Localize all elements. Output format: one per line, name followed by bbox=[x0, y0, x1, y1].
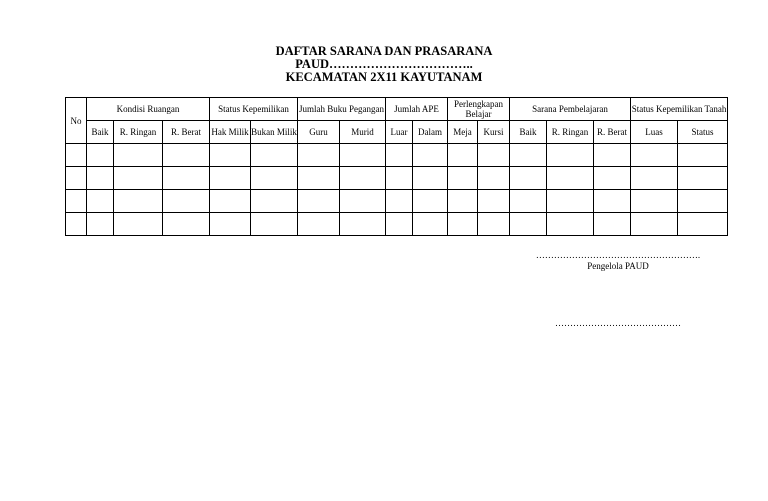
document-title bbox=[0, 45, 768, 84]
table-cell bbox=[66, 213, 87, 236]
table-cell bbox=[678, 167, 728, 190]
table-cell bbox=[594, 190, 631, 213]
table-cell bbox=[594, 213, 631, 236]
table-cell bbox=[114, 190, 163, 213]
table-cell bbox=[340, 190, 386, 213]
table-cell bbox=[510, 144, 547, 167]
signature-role: Pengelola PAUD bbox=[587, 261, 649, 271]
table-row bbox=[66, 213, 728, 236]
group-status-tanah: Status Kepemilikan Tanah bbox=[631, 98, 728, 121]
table-cell bbox=[678, 213, 728, 236]
table-cell bbox=[251, 167, 298, 190]
table-cell bbox=[547, 144, 594, 167]
table-cell bbox=[678, 190, 728, 213]
sub-r-ringan-sarana: R. Ringan bbox=[547, 121, 594, 144]
table-cell bbox=[298, 213, 340, 236]
table-cell bbox=[210, 213, 251, 236]
table-cell bbox=[678, 144, 728, 167]
table-cell bbox=[631, 144, 678, 167]
group-jumlah-ape: Jumlah APE bbox=[386, 98, 448, 121]
sub-baik: Baik bbox=[87, 121, 114, 144]
sub-luar: Luar bbox=[386, 121, 413, 144]
table-cell bbox=[510, 190, 547, 213]
sub-r-berat-sarana: R. Berat bbox=[594, 121, 631, 144]
table-cell bbox=[413, 144, 448, 167]
sub-meja: Meja bbox=[448, 121, 478, 144]
table-cell bbox=[594, 144, 631, 167]
signature-block bbox=[520, 250, 716, 272]
table-row bbox=[66, 190, 728, 213]
table-cell bbox=[163, 190, 210, 213]
table-cell bbox=[66, 144, 87, 167]
table-cell bbox=[413, 213, 448, 236]
title-line-1: DAFTAR SARANA DAN PRASARANA bbox=[275, 44, 493, 58]
sub-guru: Guru bbox=[298, 121, 340, 144]
sub-baik-sarana: Baik bbox=[510, 121, 547, 144]
table-cell bbox=[631, 190, 678, 213]
signature-dots-bottom: …………………………………… bbox=[555, 318, 681, 328]
table-cell bbox=[510, 213, 547, 236]
table-cell bbox=[478, 213, 510, 236]
table-cell bbox=[340, 144, 386, 167]
table-cell bbox=[251, 144, 298, 167]
table-cell bbox=[547, 213, 594, 236]
sub-hak-milik: Hak Milik bbox=[210, 121, 251, 144]
table-cell bbox=[87, 213, 114, 236]
title-line-3: KECAMATAN 2X11 KAYUTANAM bbox=[285, 70, 483, 84]
title-line-2: PAUD…………………………….. bbox=[295, 57, 473, 71]
table-cell bbox=[594, 167, 631, 190]
sub-status: Status bbox=[678, 121, 728, 144]
sub-dalam: Dalam bbox=[413, 121, 448, 144]
table-cell bbox=[163, 144, 210, 167]
table-cell bbox=[163, 213, 210, 236]
table-cell bbox=[478, 190, 510, 213]
table-row bbox=[66, 167, 728, 190]
sub-r-ringan: R. Ringan bbox=[114, 121, 163, 144]
table-cell bbox=[386, 213, 413, 236]
table-cell bbox=[163, 167, 210, 190]
table-cell bbox=[298, 167, 340, 190]
table-row bbox=[66, 144, 728, 167]
table-cell bbox=[87, 190, 114, 213]
table-cell bbox=[386, 144, 413, 167]
table-cell bbox=[448, 213, 478, 236]
table-cell bbox=[386, 190, 413, 213]
sub-luas: Luas bbox=[631, 121, 678, 144]
group-sarana-pembelajaran: Sarana Pembelajaran bbox=[510, 98, 631, 121]
table-cell bbox=[448, 144, 478, 167]
table-cell bbox=[66, 190, 87, 213]
sub-bukan-milik: Bukan Milik bbox=[251, 121, 298, 144]
table-cell bbox=[478, 167, 510, 190]
table-cell bbox=[386, 167, 413, 190]
table-cell bbox=[478, 144, 510, 167]
table-cell bbox=[298, 190, 340, 213]
table-cell bbox=[114, 213, 163, 236]
table-cell bbox=[448, 190, 478, 213]
sub-kursi: Kursi bbox=[478, 121, 510, 144]
table-cell bbox=[298, 144, 340, 167]
group-status-kepemilikan: Status Kepemilikan bbox=[210, 98, 298, 121]
table-cell bbox=[413, 190, 448, 213]
table-cell bbox=[547, 190, 594, 213]
table-cell bbox=[251, 190, 298, 213]
table-cell bbox=[340, 167, 386, 190]
table-cell bbox=[631, 167, 678, 190]
group-kondisi-ruangan: Kondisi Ruangan bbox=[87, 98, 210, 121]
table-cell bbox=[631, 213, 678, 236]
group-perlengkapan-belajar: Perlengkapan Belajar bbox=[448, 98, 510, 121]
table-cell bbox=[413, 167, 448, 190]
table-cell bbox=[448, 167, 478, 190]
signature-name-line bbox=[520, 318, 716, 329]
inventory-table bbox=[65, 97, 728, 236]
signature-dots-top: ………………………………………………. bbox=[535, 250, 701, 260]
table-cell bbox=[251, 213, 298, 236]
table-cell bbox=[66, 167, 87, 190]
table-cell bbox=[114, 167, 163, 190]
table-cell bbox=[547, 167, 594, 190]
col-no-header: No bbox=[66, 98, 87, 144]
table-cell bbox=[510, 167, 547, 190]
table-cell bbox=[114, 144, 163, 167]
table-cell bbox=[87, 167, 114, 190]
table-cell bbox=[210, 167, 251, 190]
sub-murid: Murid bbox=[340, 121, 386, 144]
table-cell bbox=[340, 213, 386, 236]
table-cell bbox=[210, 190, 251, 213]
sub-r-berat: R. Berat bbox=[163, 121, 210, 144]
table-cell bbox=[87, 144, 114, 167]
group-jumlah-buku: Jumlah Buku Pegangan bbox=[298, 98, 386, 121]
table-cell bbox=[210, 144, 251, 167]
